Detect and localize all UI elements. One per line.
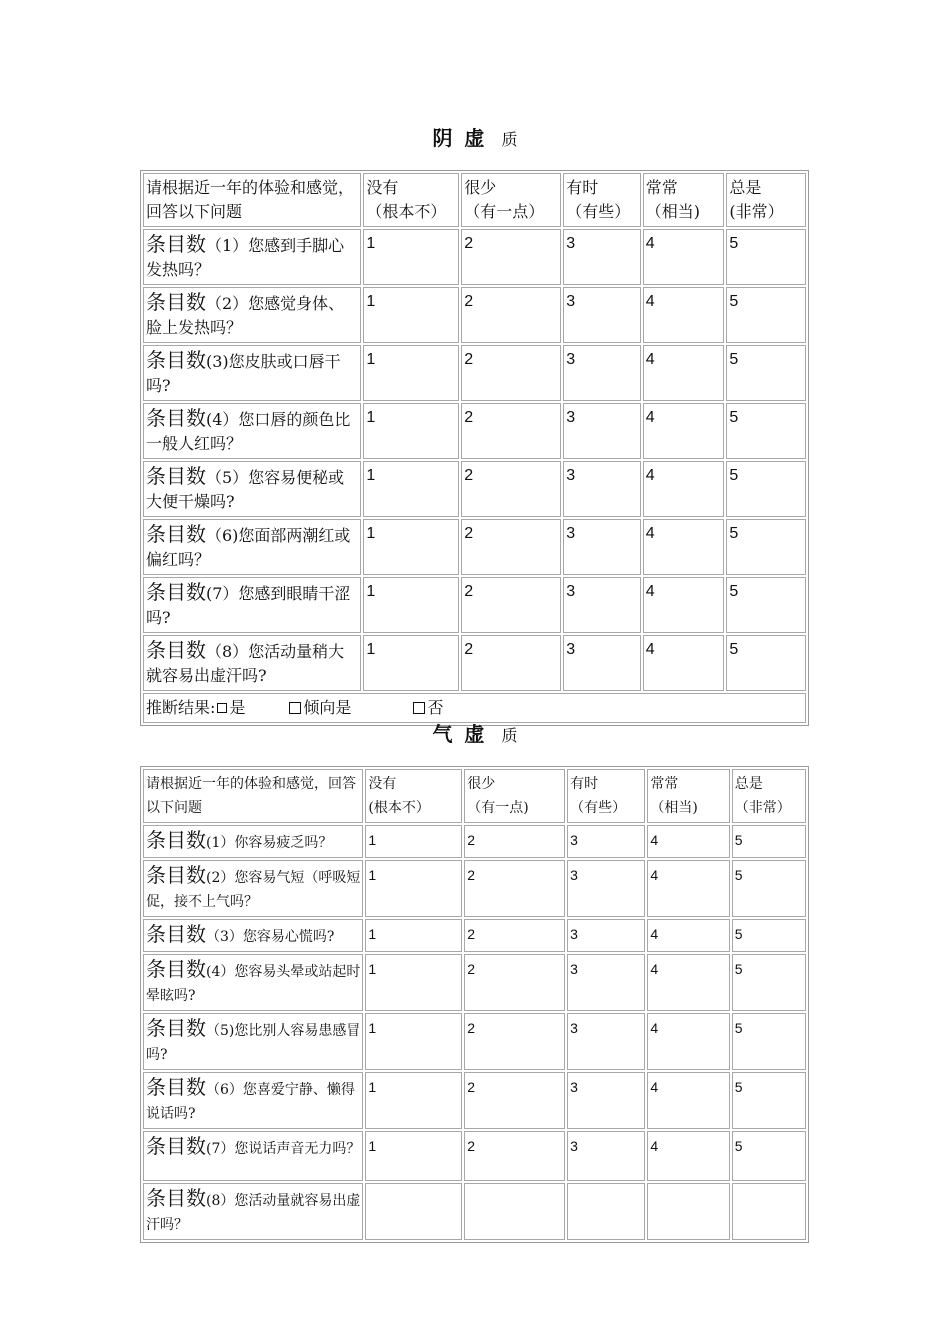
- score-option-3[interactable]: 3: [567, 1131, 645, 1181]
- question-text: （6)您面部两潮红或偏红吗？: [146, 526, 351, 569]
- score-option-5[interactable]: 5: [726, 403, 806, 459]
- score-option-1[interactable]: 1: [363, 577, 459, 633]
- header-col-label: 总是: [729, 178, 762, 197]
- header-col-sub: （有一点): [467, 800, 529, 816]
- score-option-4[interactable]: 4: [647, 919, 729, 952]
- score-option-2[interactable]: 2: [464, 1072, 565, 1129]
- score-option-2[interactable]: 2: [464, 954, 565, 1011]
- score-option-3[interactable]: 3: [567, 1013, 645, 1070]
- score-option-2[interactable]: 2: [461, 229, 561, 285]
- score-option-5[interactable]: 5: [726, 635, 806, 691]
- header-col-label: 有时: [566, 178, 599, 197]
- result-lean-label: 倾向是: [303, 698, 352, 717]
- header-col-sub: （有些）: [566, 202, 631, 221]
- header-col-1: [363, 173, 459, 227]
- section2-title-main: 气虚: [432, 722, 497, 746]
- question-text: (3)您皮肤或口唇干吗?: [146, 352, 341, 395]
- section2-title: [0, 718, 950, 747]
- qi-deficiency-table: [140, 766, 809, 1243]
- item-label: 条目数: [146, 232, 206, 256]
- item-label: 条目数: [146, 1134, 206, 1158]
- question-row: [143, 954, 806, 1011]
- header-col-sub: （根本不）: [366, 202, 447, 221]
- score-option-2[interactable]: 2: [464, 825, 565, 858]
- section1-title-suffix: 质: [501, 130, 518, 149]
- question-text: (7）您说话声音无力吗？: [206, 1141, 361, 1157]
- header-col-2: [461, 173, 561, 227]
- score-option-2[interactable]: 2: [461, 461, 561, 517]
- question-row: [143, 1131, 806, 1181]
- checkbox-no[interactable]: [413, 702, 425, 714]
- score-option-1[interactable]: 1: [363, 519, 459, 575]
- item-label: 条目数: [146, 638, 206, 662]
- question-row: [143, 1183, 806, 1240]
- score-option-3[interactable]: 3: [567, 860, 645, 917]
- score-option-3[interactable]: 3: [563, 461, 641, 517]
- header-col-4: [643, 173, 725, 227]
- item-label: 条目数: [146, 522, 206, 546]
- question-row: [143, 860, 806, 917]
- score-option-2[interactable]: 2: [461, 403, 561, 459]
- question-cell: [143, 519, 361, 575]
- header-col-label: 有时: [570, 776, 599, 792]
- header-col-sub: （相当): [645, 202, 701, 221]
- item-label: 条目数: [146, 1186, 206, 1210]
- header-row: [143, 173, 806, 227]
- header-col-label: 很少: [464, 178, 497, 197]
- header-col-sub: (非常）: [729, 202, 784, 221]
- item-label: 条目数: [146, 1016, 206, 1040]
- question-row: [143, 825, 806, 858]
- header-col-label: 没有: [366, 178, 399, 197]
- item-label: 条目数: [146, 922, 206, 946]
- header-col-sub: （相当): [650, 800, 698, 816]
- question-cell: [143, 403, 361, 459]
- result-no-label: 否: [427, 698, 444, 717]
- score-option-5[interactable]: 5: [732, 954, 806, 1011]
- result-yes-label: 是: [229, 698, 246, 717]
- question-cell: [143, 1183, 363, 1240]
- score-option-1[interactable]: [365, 1183, 462, 1240]
- question-cell: [143, 461, 361, 517]
- score-option-3[interactable]: 3: [567, 919, 645, 952]
- score-option-4[interactable]: 4: [647, 860, 729, 917]
- score-option-5[interactable]: 5: [726, 577, 806, 633]
- score-option-3[interactable]: 3: [563, 577, 641, 633]
- header-col-2: [464, 769, 565, 823]
- score-option-2[interactable]: 2: [464, 1013, 565, 1070]
- question-cell: [143, 860, 363, 917]
- question-text: （2）您感觉身体、脸上发热吗？: [146, 294, 345, 337]
- section1-title-main: 阴虚: [432, 126, 497, 150]
- header-col-label: 很少: [467, 776, 496, 792]
- header-col-sub: （有一点）: [464, 202, 545, 221]
- question-cell: [143, 1013, 363, 1070]
- question-cell: [143, 1131, 363, 1181]
- score-option-5[interactable]: 5: [726, 519, 806, 575]
- question-row: [143, 919, 806, 952]
- score-option-4[interactable]: 4: [643, 345, 725, 401]
- score-option-2[interactable]: 2: [461, 519, 561, 575]
- score-option-5[interactable]: 5: [732, 825, 806, 858]
- score-option-3[interactable]: 3: [567, 825, 645, 858]
- question-row: [143, 577, 806, 633]
- header-col-1: [365, 769, 462, 823]
- score-option-4[interactable]: [647, 1183, 729, 1240]
- item-label: 条目数: [146, 464, 206, 488]
- header-col-label: 总是: [734, 776, 763, 792]
- header-col-sub: (根本不）: [368, 800, 430, 816]
- question-text: （1）您感到手脚心发热吗？: [146, 236, 345, 279]
- question-text: （5）您容易便秘或大便干燥吗?: [146, 468, 345, 511]
- header-prompt: 请根据近一年的体验和感觉，回答以下问题: [143, 769, 363, 823]
- score-option-2[interactable]: 2: [461, 577, 561, 633]
- question-text: （5)您比别人容易患感冒吗?: [146, 1023, 361, 1063]
- header-col-3: [567, 769, 645, 823]
- score-option-4[interactable]: 4: [643, 519, 725, 575]
- item-label: 条目数: [146, 828, 206, 852]
- score-option-4[interactable]: 4: [643, 461, 725, 517]
- header-col-label: 没有: [368, 776, 397, 792]
- score-option-4[interactable]: 4: [643, 287, 725, 343]
- header-col-sub: （非常）: [734, 800, 791, 816]
- score-option-3[interactable]: 3: [563, 345, 641, 401]
- question-text: (4）您容易头晕或站起时晕眩吗?: [146, 964, 361, 1004]
- question-text: (1）你容易疲乏吗？: [206, 835, 333, 851]
- header-prompt: 请根据近一年的体验和感觉，回答以下问题: [143, 173, 361, 227]
- question-text: （3）您容易心慌吗?: [206, 929, 335, 945]
- header-col-4: [647, 769, 729, 823]
- score-option-2[interactable]: 2: [464, 860, 565, 917]
- yin-deficiency-table: [140, 170, 809, 726]
- header-col-label: 常常: [650, 776, 679, 792]
- score-option-1[interactable]: 1: [365, 1072, 462, 1129]
- score-option-5[interactable]: 5: [732, 1131, 806, 1181]
- header-col-sub: （有些）: [570, 800, 627, 816]
- score-option-5[interactable]: 5: [726, 287, 806, 343]
- score-option-3[interactable]: 3: [563, 519, 641, 575]
- question-text: （6）您喜爱宁静、懒得说话吗?: [146, 1082, 355, 1122]
- score-option-4[interactable]: 4: [643, 229, 725, 285]
- score-option-1[interactable]: 1: [365, 919, 462, 952]
- question-text: (2）您容易气短（呼吸短促，接不上气吗？: [146, 870, 361, 910]
- question-cell: [143, 635, 361, 691]
- score-option-4[interactable]: 4: [647, 825, 729, 858]
- question-row: [143, 229, 806, 285]
- question-row: [143, 287, 806, 343]
- score-option-2[interactable]: 2: [464, 1131, 565, 1181]
- score-option-2[interactable]: 2: [461, 345, 561, 401]
- score-option-5[interactable]: 5: [732, 919, 806, 952]
- score-option-1[interactable]: 1: [365, 1013, 462, 1070]
- score-option-4[interactable]: 4: [643, 403, 725, 459]
- item-label: 条目数: [146, 863, 206, 887]
- question-cell: [143, 577, 361, 633]
- item-label: 条目数: [146, 290, 206, 314]
- score-option-2[interactable]: [464, 1183, 565, 1240]
- item-label: 条目数: [146, 406, 206, 430]
- header-col-5: [732, 769, 806, 823]
- question-text: (4）您口唇的颜色比一般人红吗？: [146, 410, 351, 453]
- header-col-5: [726, 173, 806, 227]
- score-option-1[interactable]: 1: [363, 287, 459, 343]
- score-option-1[interactable]: 1: [365, 954, 462, 1011]
- checkbox-yes[interactable]: [217, 703, 227, 713]
- question-row: [143, 1013, 806, 1070]
- question-cell: [143, 825, 363, 858]
- header-col-label: 常常: [645, 178, 678, 197]
- score-option-4[interactable]: 4: [647, 1013, 729, 1070]
- score-option-3[interactable]: 3: [567, 1072, 645, 1129]
- question-cell: [143, 287, 361, 343]
- item-label: 条目数: [146, 580, 206, 604]
- question-row: [143, 345, 806, 401]
- item-label: 条目数: [146, 1075, 206, 1099]
- score-option-5[interactable]: [732, 1183, 806, 1240]
- score-option-4[interactable]: 4: [647, 1072, 729, 1129]
- result-label: 推断结果:: [146, 698, 216, 717]
- checkbox-lean[interactable]: [289, 702, 301, 714]
- score-option-1[interactable]: 1: [365, 825, 462, 858]
- question-row: [143, 1072, 806, 1129]
- question-cell: [143, 919, 363, 952]
- header-col-3: [563, 173, 641, 227]
- score-option-4[interactable]: 4: [643, 635, 725, 691]
- score-option-1[interactable]: 1: [363, 403, 459, 459]
- score-option-1[interactable]: 1: [363, 345, 459, 401]
- score-option-1[interactable]: 1: [363, 229, 459, 285]
- question-cell: [143, 954, 363, 1011]
- question-row: [143, 635, 806, 691]
- score-option-3[interactable]: 3: [563, 635, 641, 691]
- score-option-1[interactable]: 1: [365, 860, 462, 917]
- score-option-3[interactable]: 3: [563, 287, 641, 343]
- score-option-4[interactable]: 4: [647, 954, 729, 1011]
- question-cell: [143, 345, 361, 401]
- score-option-1[interactable]: 1: [365, 1131, 462, 1181]
- score-option-3[interactable]: [567, 1183, 645, 1240]
- score-option-2[interactable]: 2: [461, 287, 561, 343]
- score-option-1[interactable]: 1: [363, 635, 459, 691]
- score-option-4[interactable]: 4: [647, 1131, 729, 1181]
- score-option-5[interactable]: 5: [732, 1013, 806, 1070]
- score-option-5[interactable]: 5: [726, 229, 806, 285]
- score-option-4[interactable]: 4: [643, 577, 725, 633]
- score-option-3[interactable]: 3: [563, 229, 641, 285]
- item-label: 条目数: [146, 348, 206, 372]
- question-row: [143, 461, 806, 517]
- question-row: [143, 403, 806, 459]
- section1-title: [0, 122, 950, 151]
- score-option-5[interactable]: 5: [732, 1072, 806, 1129]
- section2-title-suffix: 质: [501, 726, 518, 745]
- header-row: [143, 769, 806, 823]
- question-row: [143, 519, 806, 575]
- score-option-3[interactable]: 3: [563, 403, 641, 459]
- score-option-5[interactable]: 5: [726, 461, 806, 517]
- score-option-3[interactable]: 3: [567, 954, 645, 1011]
- question-text: （8）您活动量稍大就容易出虚汗吗?: [146, 642, 345, 685]
- score-option-5[interactable]: 5: [732, 860, 806, 917]
- score-option-5[interactable]: 5: [726, 345, 806, 401]
- question-text: (8）您活动量就容易出虚汗吗？: [146, 1193, 361, 1233]
- question-cell: [143, 229, 361, 285]
- item-label: 条目数: [146, 957, 206, 981]
- question-cell: [143, 1072, 363, 1129]
- question-text: (7）您感到眼睛干涩吗?: [146, 584, 351, 627]
- score-option-2[interactable]: 2: [464, 919, 565, 952]
- score-option-2[interactable]: 2: [461, 635, 561, 691]
- score-option-1[interactable]: 1: [363, 461, 459, 517]
